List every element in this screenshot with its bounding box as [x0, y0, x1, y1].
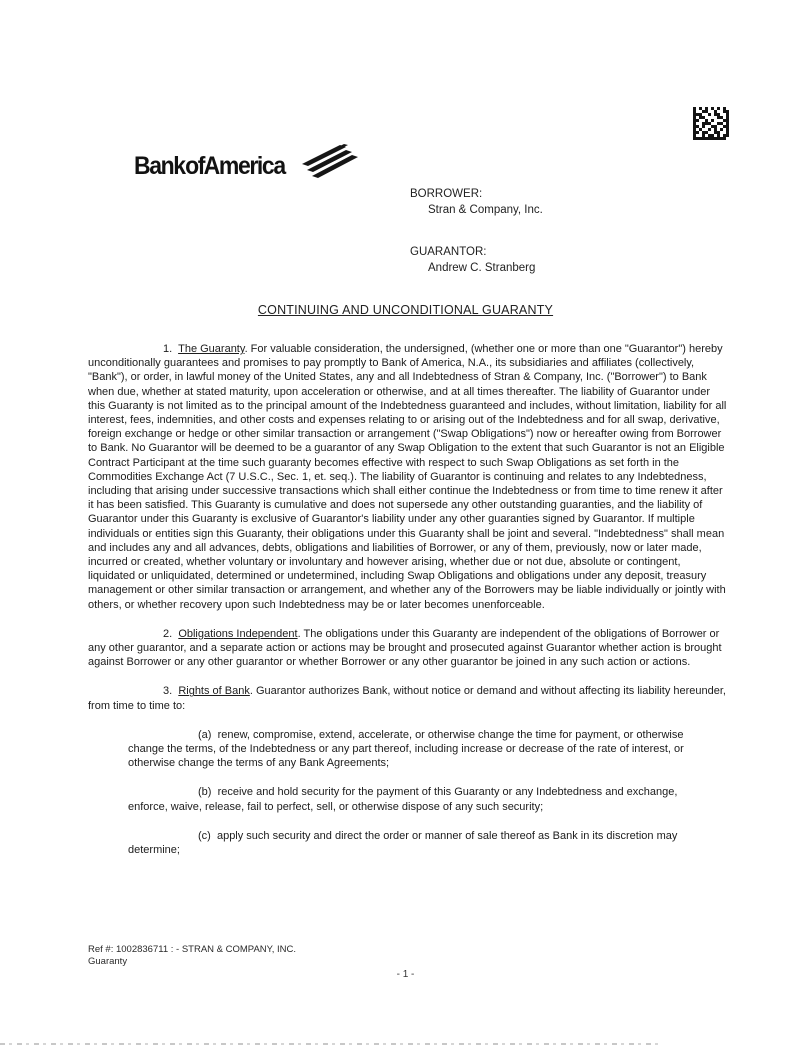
footer-doc-type: Guaranty: [88, 956, 128, 967]
subitem-a-text: renew, compromise, extend, accelerate, or otherwise change the time for payment, or otherwise change the terms, of the Indebtedness or any part thereof, including increase or decrease of the rate of interest, or otherwise change the terms of any Bank Agreements;: [128, 728, 684, 770]
paragraph-1-heading: The Guaranty: [178, 343, 245, 355]
paragraph-2-heading: Obligations Independent: [178, 627, 298, 640]
subitem-c-letter: (c): [198, 829, 211, 842]
guarantor-block: [410, 245, 543, 275]
subitem-b-text: receive and hold security for the payment of this Guaranty or any Indebtedness and exchange, enforce, waive, release, fail to perfect, sell, or otherwise dispose of any such security;: [128, 786, 678, 813]
paragraph-3-text: . Guarantor authorizes Bank, without notice or demand and without affecting its liability hereunder, from time to time to:: [88, 685, 726, 712]
borrower-label: BORROWER:: [410, 188, 483, 200]
subitem-c: [128, 829, 718, 857]
paragraph-2-number: 2.: [163, 627, 173, 640]
paragraph-1: [88, 342, 729, 612]
paragraph-1-number: 1.: [163, 343, 173, 355]
guarantor-label: GUARANTOR:: [410, 246, 487, 258]
subitem-b: [128, 785, 718, 813]
page-number: - 1 -: [396, 969, 415, 980]
footer-ref-line: Ref #: 1002836711 : - STRAN & COMPANY, INC.: [88, 944, 297, 955]
paragraph-1-text: . For valuable consideration, the undersigned, (whether one or more than one "Guarantor") hereby unconditionally guarantees and promises to pay promptly to Bank of America, N.A., its subsidiaries and affiliates (collectively, "Bank"), or order, in lawful money of the United States, any and all Indebtedness of Stran & Company, Inc. ("Borrower") to Bank when due, whether at stated maturity, upon acceleration or otherwise, and at all times thereafter. The liability of Guarantor under this Guaranty is not limited as to the principal amount of the Indebtedness guaranteed and includes, without limitation, liability for all interest, fees, indemnities, and other costs and expenses relating to or arising out of the Indebtedness and for all swap, derivative, foreign exchange or hedge or other similar transaction or arrangement ("Swap Obligations") now or hereafter owing from Borrower to Bank. No Guarantor will be deemed to be a guarantor of any Swap Obligation to the extent that such Guarantor is not an Eligible Contract Participant at the time such guaranty becomes effective with respect to such Swap Obligations as set forth in the Commodities Exchange Act (7 U.S.C., Sec. 1, et. seq.). The liability of Guarantor is continuing and relates to any Indebtedness, including that arising under successive transactions which shall either continue the Indebtedness or from time to time renew it after it has been satisfied. This Guaranty is cumulative and does not supersede any other outstanding guaranties, and the liability of Guarantor under this Guaranty is exclusive of Guarantor's liability under any other guaranties signed by Guarantor. If multiple individuals or entities sign this Guaranty, their obligations under this Guaranty shall be joint and several. "Indebtedness" shall mean and includes any and all advances, debts, obligations and liabilities of Borrower, or any of them, previously, now or later made, incurred or created, whether voluntary or involuntary and however arising, whether due or not due, absolute or contingent, liquidated or unliquidated, determined or undetermined, including Swap Obligations and obligations under any deposit, treasury management or other similar transaction or arrangement, and whether any of the Borrowers may be liable individually or jointly with others, or whether recovery upon such Indebtedness may be or later becomes unenforceable.: [88, 343, 727, 611]
subitem-b-letter: (b): [198, 786, 212, 799]
datamatrix-barcode-icon: [693, 107, 729, 140]
borrower-block: [410, 187, 543, 217]
subitem-a-letter: (a): [198, 728, 212, 741]
paragraph-2-text: . The obligations under this Guaranty are independent of the obligations of Borrower or any other guarantor, and a separate action or actions may be brought and prosecuted against Guarantor whether action is brought against Borrower or any other guarantor or whether Borrower or any other guarantor be joined in any such action or actions.: [88, 627, 722, 669]
bank-of-america-logo-text: Bank of America: [134, 152, 285, 180]
paragraph-3-number: 3.: [163, 685, 173, 698]
guarantor-value: Andrew C. Stranberg: [428, 262, 536, 274]
paragraph-2: [88, 627, 729, 670]
bank-of-america-logo: [134, 148, 360, 185]
document-body: [88, 342, 729, 872]
scan-artifact-line: [0, 1043, 660, 1045]
bank-of-america-flag-icon: [300, 142, 360, 185]
borrower-value: Stran & Company, Inc.: [428, 204, 543, 216]
paragraph-3: [88, 684, 729, 712]
document-title: CONTINUING AND UNCONDITIONAL GUARANTY: [257, 303, 554, 317]
document-footer: [88, 944, 296, 968]
subitem-a: [128, 728, 718, 771]
subitem-c-text: apply such security and direct the order or manner of sale thereof as Bank in its discretion may determine;: [128, 829, 678, 857]
parties-block: [410, 187, 543, 275]
paragraph-3-heading: Rights of Bank: [178, 685, 250, 698]
